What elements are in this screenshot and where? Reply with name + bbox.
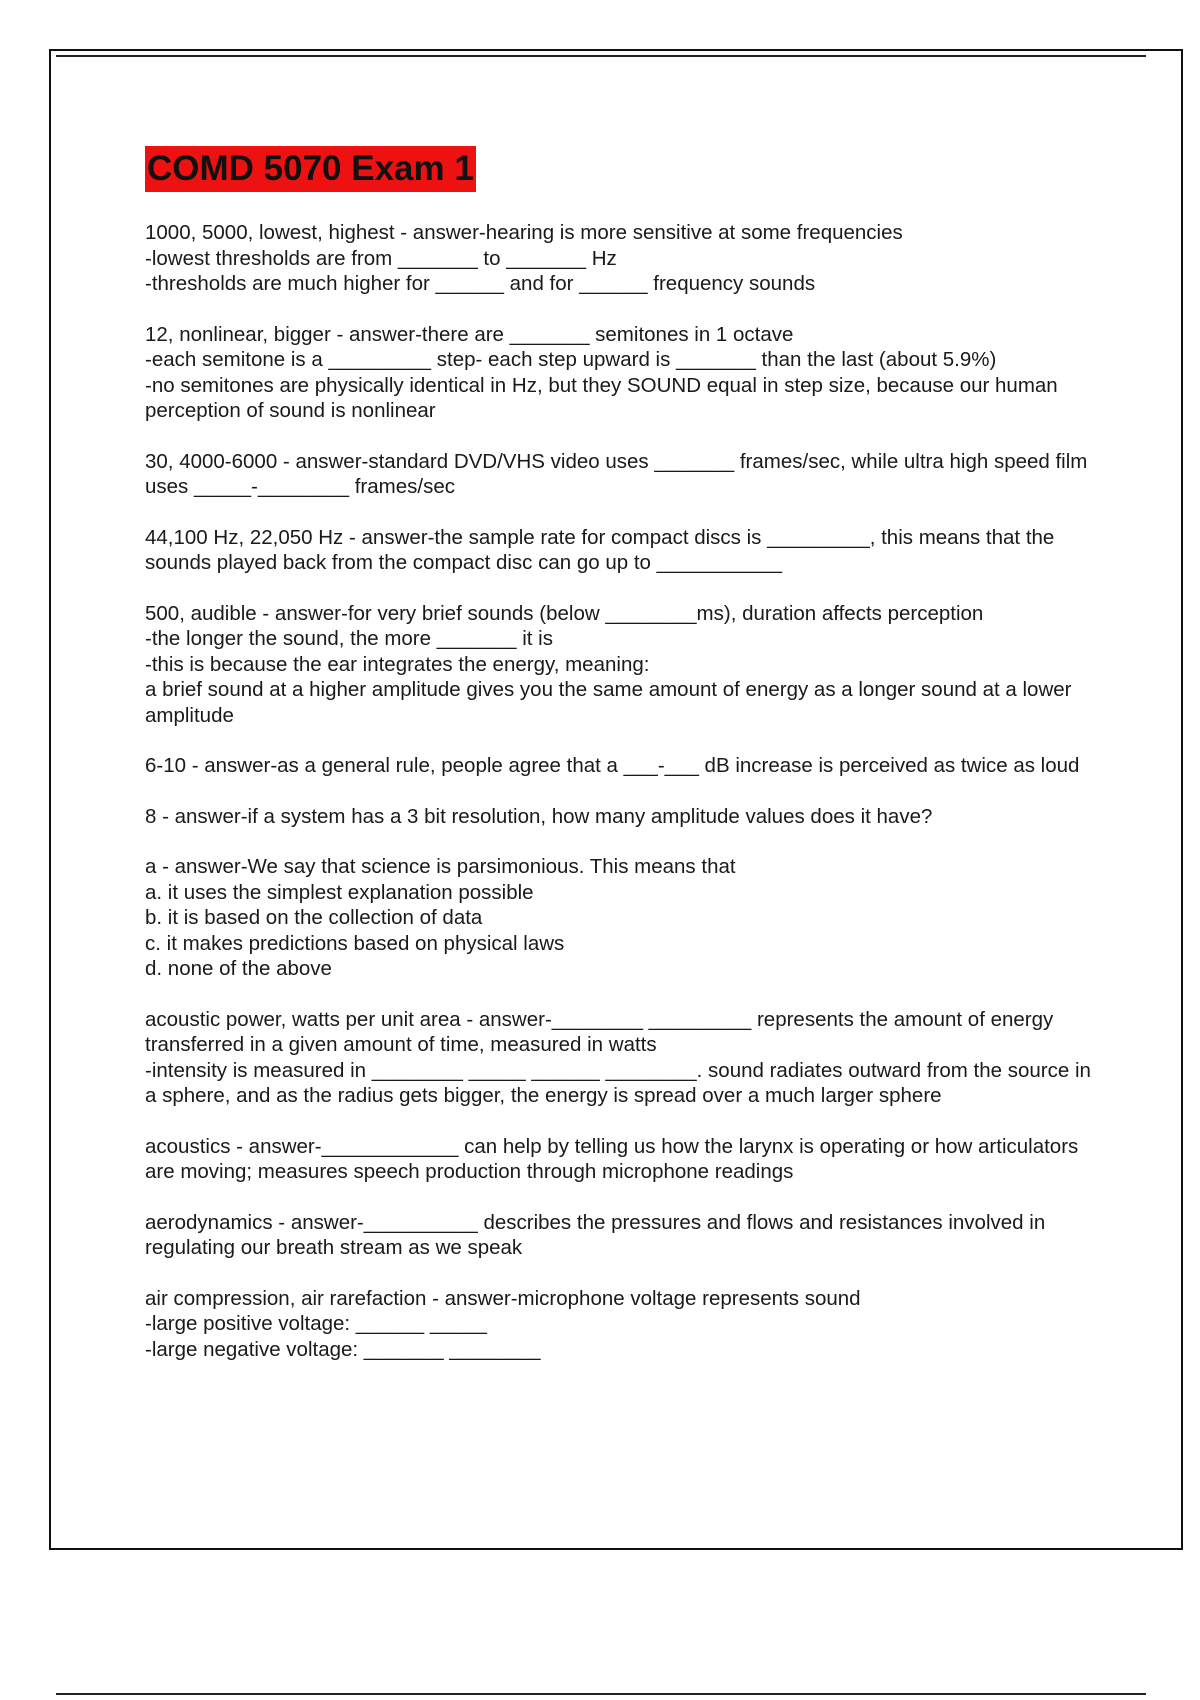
flashcard-entry: [145, 1286, 1095, 1363]
entry-line: a brief sound at a higher amplitude gives you the same amount of energy as a longer sound at a lower amplitude: [145, 678, 1078, 727]
entry-line: air compression, air rarefaction - answer-microphone voltage represents sound: [145, 1286, 861, 1310]
entry-line: d. none of the above: [145, 957, 332, 980]
entry-line: -this is because the ear integrates the energy, meaning:: [145, 652, 650, 676]
entry-line: aerodynamics - answer-__________ describes the pressures and flows and resistances involved in regulating our breath stream as we speak: [145, 1210, 1051, 1259]
entry-line: -thresholds are much higher for ______ and for ______ frequency sounds: [145, 272, 816, 295]
entry-line: 44,100 Hz, 22,050 Hz - answer-the sample rate for compact discs is _________, this means that the sounds played back from the compact disc can go up to ___________: [145, 525, 1061, 574]
entry-line: 8 - answer-if a system has a 3 bit resolution, how many amplitude values does it have?: [145, 804, 933, 828]
flashcard-entry: [145, 753, 1095, 779]
entry-line: -large positive voltage: ______ _____: [145, 1312, 487, 1335]
entry-line: -large negative voltage: _______ ________: [145, 1337, 541, 1361]
entry-line: 1000, 5000, lowest, highest - answer-hearing is more sensitive at some frequencies: [145, 221, 903, 244]
flashcard-entry: [145, 601, 1095, 729]
entry-line: c. it makes predictions based on physical laws: [145, 931, 565, 955]
document-body: [145, 146, 1095, 1387]
entry-line: 500, audible - answer-for very brief sounds (below ________ms), duration affects perception: [145, 601, 984, 625]
entry-line: acoustics - answer-____________ can help by telling us how the larynx is operating or how articulators are moving; measures speech production through microphone readings: [145, 1134, 1084, 1183]
document-title: COMD 5070 Exam 1: [145, 146, 476, 192]
entry-line: -each semitone is a _________ step- each step upward is _______ than the last (about 5.9%): [145, 348, 997, 371]
entry-line: -the longer the sound, the more _______ it is: [145, 627, 553, 650]
flashcard-entry: [145, 220, 1095, 297]
entry-list: [145, 220, 1095, 1362]
entry-line: -intensity is measured in ________ _____ ______ ________. sound radiates outward from the source in a sphere, and as the radius gets bigger, the energy is spread over a much larger sphere: [145, 1058, 1097, 1107]
entry-line: a - answer-We say that science is parsimonious. This means that: [145, 855, 736, 878]
bottom-rule: [56, 1693, 1146, 1695]
flashcard-entry: [145, 449, 1095, 500]
entry-line: 6-10 - answer-as a general rule, people agree that a ___-___ dB increase is perceived as twice as loud: [145, 754, 1080, 777]
flashcard-entry: [145, 525, 1095, 576]
entry-line: 30, 4000-6000 - answer-standard DVD/VHS video uses _______ frames/sec, while ultra high speed film uses _____-________ frames/sec: [145, 449, 1094, 498]
top-rule: [56, 55, 1146, 57]
flashcard-entry: [145, 1134, 1095, 1185]
flashcard-entry: [145, 1210, 1095, 1261]
entry-line: a. it uses the simplest explanation possible: [145, 880, 534, 904]
flashcard-entry: [145, 804, 1095, 830]
flashcard-entry: [145, 322, 1095, 424]
entry-line: 12, nonlinear, bigger - answer-there are _______ semitones in 1 octave: [145, 322, 794, 346]
entry-line: b. it is based on the collection of data: [145, 906, 483, 929]
entry-line: -lowest thresholds are from _______ to _______ Hz: [145, 246, 617, 270]
entry-line: -no semitones are physically identical in Hz, but they SOUND equal in step size, because our human perception of sound is nonlinear: [145, 373, 1064, 422]
entry-line: acoustic power, watts per unit area - answer-________ _________ represents the amount of energy transferred in a given amount of time, measured in watts: [145, 1007, 1059, 1056]
flashcard-entry: [145, 1007, 1095, 1109]
flashcard-entry: [145, 854, 1095, 982]
